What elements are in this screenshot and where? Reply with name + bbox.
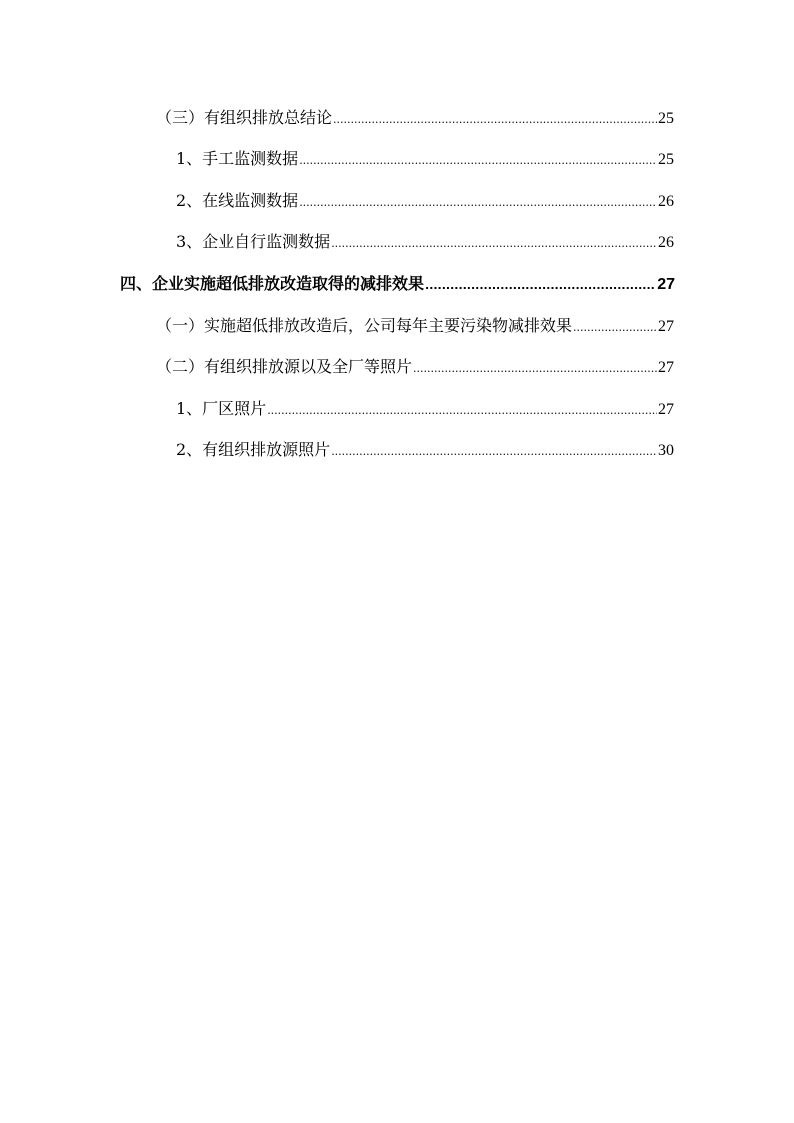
- toc-entry[interactable]: [176, 397, 674, 421]
- toc-entry[interactable]: [176, 189, 674, 213]
- toc-page-number: 27: [658, 359, 674, 376]
- toc-dot-leader: [299, 191, 657, 215]
- toc-dot-leader: [331, 440, 657, 464]
- toc-entry[interactable]: [176, 147, 674, 171]
- toc-entry-label: 四、企业实施超低排放改造取得的减排效果: [120, 274, 425, 293]
- toc-dot-leader: [331, 232, 657, 256]
- toc-page-number: 25: [658, 110, 674, 127]
- toc-page-number: 26: [658, 234, 674, 251]
- toc-page-number: 27: [657, 276, 675, 293]
- toc-page-number: 25: [658, 151, 674, 168]
- toc-page-number: 26: [658, 193, 674, 210]
- toc-page-number: 30: [658, 442, 674, 459]
- toc-dot-leader: [573, 316, 657, 340]
- toc-entry[interactable]: [156, 355, 674, 379]
- toc-entry-label: （二）有组织排放源以及全厂等照片: [156, 357, 413, 376]
- toc-chapter-entry[interactable]: [120, 272, 675, 296]
- toc-entry-label: 2、有组织排放源照片: [176, 440, 331, 459]
- toc-entry[interactable]: [156, 314, 674, 338]
- toc-page-number: 27: [658, 318, 674, 335]
- toc-dot-leader: [267, 399, 657, 423]
- toc-entry[interactable]: [156, 106, 674, 130]
- toc-dot-leader: [425, 274, 656, 298]
- toc-page-number: 27: [658, 401, 674, 418]
- toc-entry[interactable]: [176, 438, 674, 462]
- toc-entry-label: 3、企业自行监测数据: [176, 232, 331, 251]
- toc-entry-label: （三）有组织排放总结论: [156, 108, 333, 127]
- toc-dot-leader: [333, 108, 657, 132]
- toc-entry-label: 1、厂区照片: [176, 399, 267, 418]
- toc-entry-label: （一）实施超低排放改造后，公司每年主要污染物减排效果: [156, 316, 573, 335]
- toc-entry[interactable]: [176, 230, 674, 254]
- toc-entry-label: 1、手工监测数据: [176, 149, 299, 168]
- toc-dot-leader: [413, 357, 657, 381]
- toc-entry-label: 2、在线监测数据: [176, 191, 299, 210]
- toc-dot-leader: [299, 149, 657, 173]
